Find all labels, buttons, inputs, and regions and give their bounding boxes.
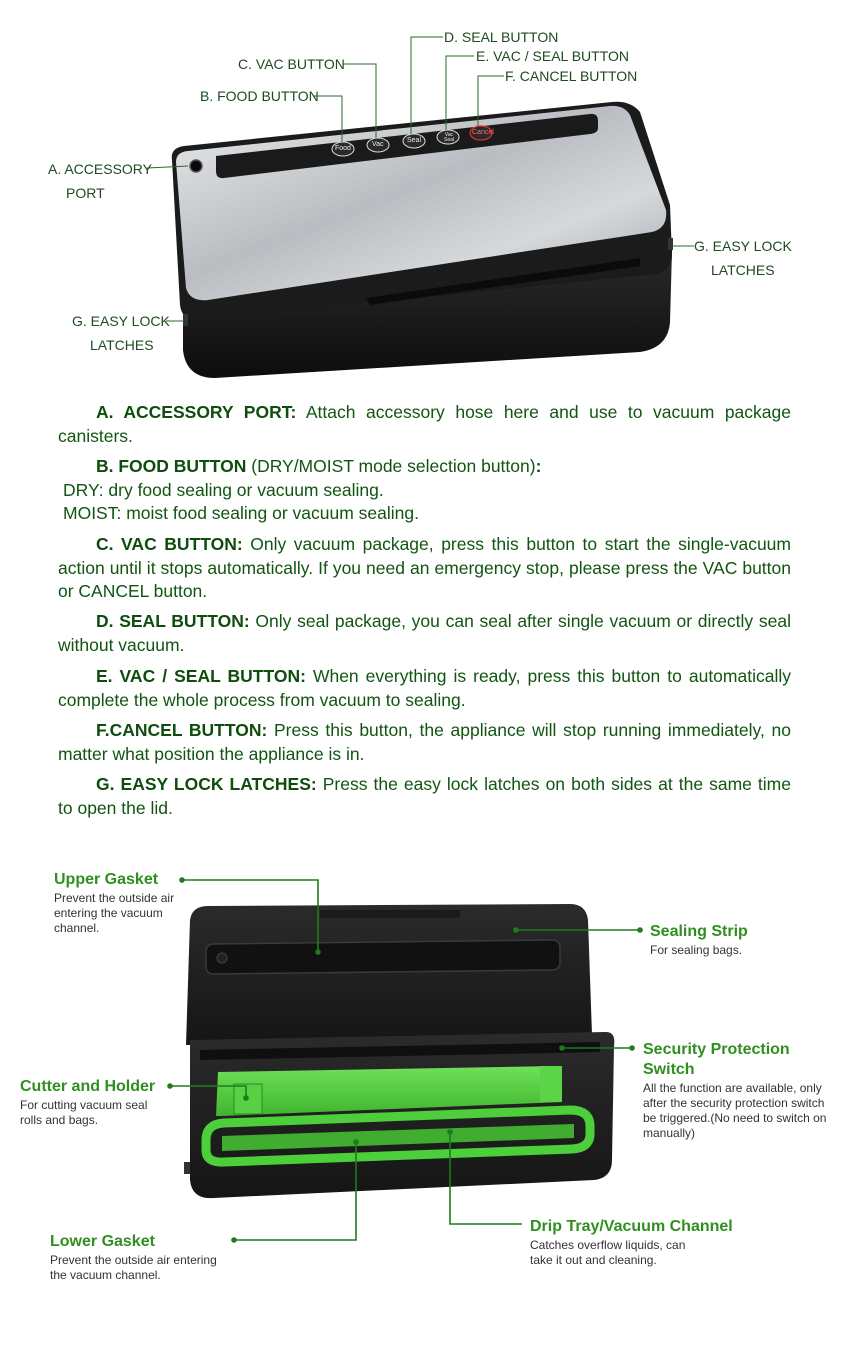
lower-gasket-title: Lower Gasket: [50, 1233, 155, 1250]
desc-vac-seal-button: [58, 665, 791, 712]
desc-cancel-button: [58, 719, 791, 766]
desc-b-dry: DRY: dry food sealing or vacuum sealing.: [63, 479, 384, 500]
vac-seal-button-text: Vac Seal: [443, 132, 454, 143]
label-cancel-button: F. CANCEL BUTTON: [505, 68, 638, 84]
upper-gasket-title: Upper Gasket: [54, 871, 159, 888]
security-switch-text: All the function are available, only after the security protection switch be triggered.(No need to switch on manually): [643, 1081, 827, 1140]
desc-f-text: Press this button, the appliance will stop running immediately, no matter what position the appliance is in.: [58, 720, 791, 764]
closed-device-illustration: [0, 0, 842, 390]
desc-e-text: When everything is ready, press this button to automatically complete the whole process from vacuum to sealing.: [58, 666, 791, 710]
label-latch-left-1: G. EASY LOCK: [72, 313, 170, 329]
label-latch-right-2: LATCHES: [711, 262, 775, 278]
left-latch[interactable]: [183, 314, 188, 326]
label-vac-button: C. VAC BUTTON: [238, 56, 345, 72]
upper-gasket-text: Prevent the outside air entering the vacuum channel.: [54, 891, 175, 935]
security-switch-title-2: Switch: [643, 1061, 695, 1078]
desc-d-title: D. SEAL BUTTON:: [96, 611, 250, 631]
desc-accessory-port: [58, 401, 791, 448]
accessory-port[interactable]: [190, 160, 202, 172]
cancel-button-text: Cancel: [472, 129, 494, 136]
label-food-button: B. FOOD BUTTON: [200, 88, 319, 104]
base-left-latch: [184, 1162, 190, 1174]
desc-easy-lock-latches: [58, 773, 791, 820]
lower-gasket-text: Prevent the outside air entering the vacuum channel.: [50, 1253, 217, 1282]
desc-b-paren: (DRY/MOIST mode selection button): [246, 456, 536, 476]
desc-f-title: F.CANCEL BUTTON:: [96, 720, 268, 740]
desc-a-text: Attach accessory hose here and use to vacuum package canisters.: [58, 402, 791, 446]
desc-d-text: Only seal package, you can seal after single vacuum or directly seal without vacuum.: [58, 611, 791, 655]
desc-e-title: E. VAC / SEAL BUTTON:: [96, 666, 306, 686]
cutter-holder-end: [540, 1066, 562, 1102]
desc-c-text: Only vacuum package, press this button to start the single-vacuum action until it stops automatically. If you need an emergency stop, please press the VAC button or CANCEL button.: [58, 534, 791, 601]
drip-tray-title: Drip Tray/Vacuum Channel: [530, 1218, 733, 1235]
desc-food-button: [58, 455, 791, 526]
desc-seal-button: [58, 610, 791, 657]
sealing-strip-title: Sealing Strip: [650, 923, 748, 940]
label-latch-right-1: G. EASY LOCK: [694, 238, 792, 254]
top-product-figure: [0, 0, 842, 390]
cutter-holder-title: Cutter and Holder: [20, 1078, 156, 1095]
right-latch[interactable]: [668, 238, 673, 250]
desc-c-title: C. VAC BUTTON:: [96, 534, 243, 554]
label-latch-left-2: LATCHES: [90, 337, 154, 353]
label-vac-seal-button: E. VAC / SEAL BUTTON: [476, 48, 630, 64]
drip-tray-text: Catches overflow liquids, can take it out and cleaning.: [530, 1238, 686, 1267]
bottom-product-figure: [0, 840, 842, 1340]
open-lid: [186, 904, 592, 1045]
desc-g-text: Press the easy lock latches on both sides at the same time to open the lid.: [58, 774, 791, 818]
cutter-holder-text: For cutting vacuum seal rolls and bags.: [20, 1098, 148, 1127]
seal-button-text: Seal: [407, 137, 422, 144]
desc-b-colon: :: [535, 456, 542, 476]
sealing-strip-text: For sealing bags.: [650, 943, 743, 957]
lid-screw: [217, 953, 227, 963]
desc-vac-button: [58, 533, 791, 604]
lid-top-strip: [320, 910, 460, 918]
label-accessory-port-2: PORT: [66, 185, 105, 201]
desc-g-title: G. EASY LOCK LATCHES:: [96, 774, 317, 794]
label-accessory-port-1: A. ACCESSORY: [48, 161, 153, 177]
desc-a-title: A. ACCESSORY PORT:: [96, 402, 297, 422]
food-button-text: Food: [335, 145, 351, 152]
upper-gasket-strip: [206, 940, 560, 974]
security-switch-title-1: Security Protection: [643, 1041, 790, 1058]
desc-b-moist: MOIST: moist food sealing or vacuum sealing.: [63, 503, 419, 523]
label-seal-button: D. SEAL BUTTON: [444, 29, 559, 45]
vac-button-text: Vac: [372, 141, 384, 148]
desc-b-title: B. FOOD BUTTON: [96, 456, 247, 476]
